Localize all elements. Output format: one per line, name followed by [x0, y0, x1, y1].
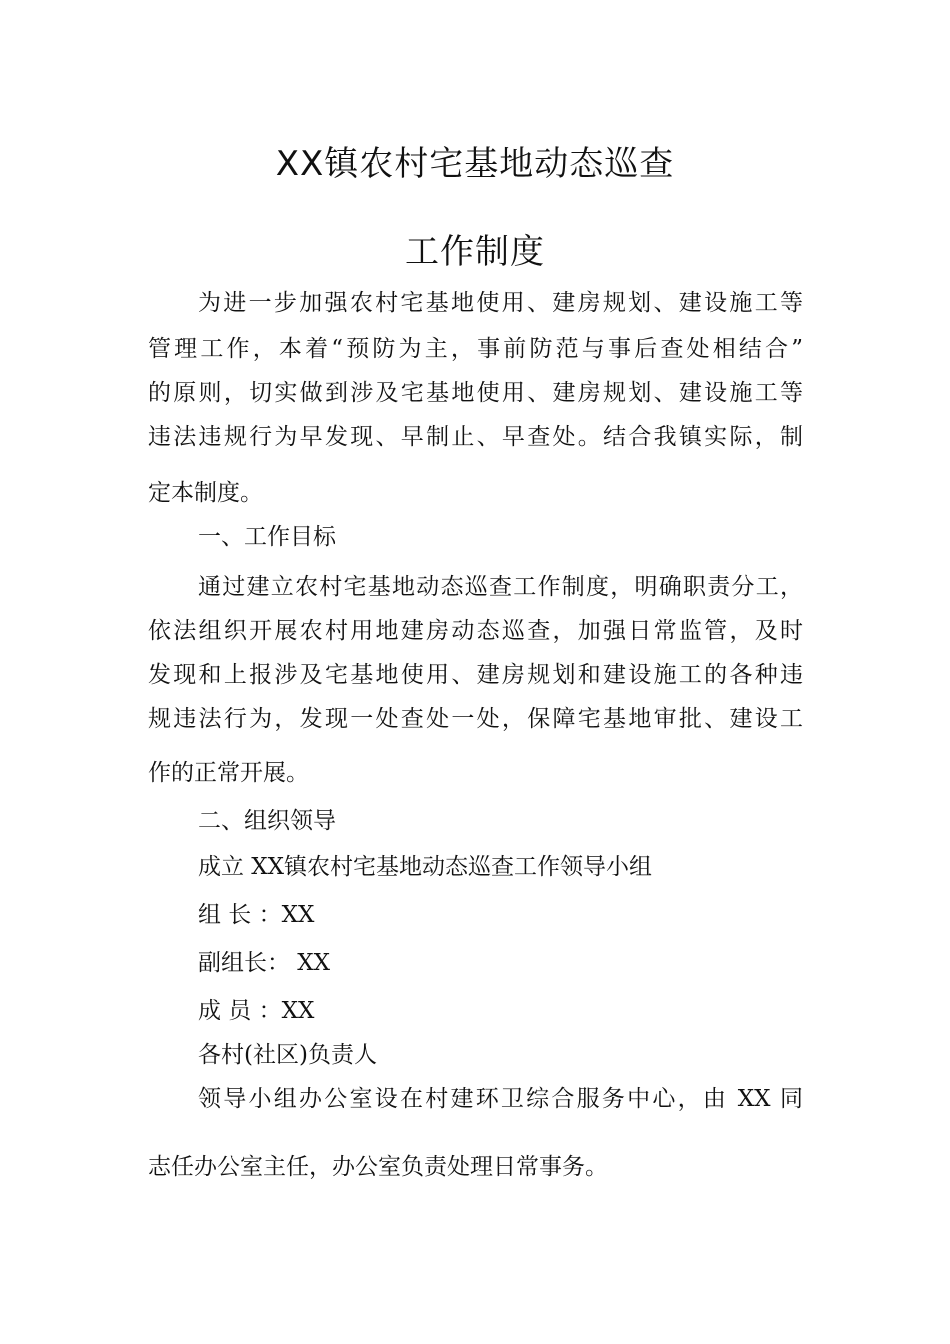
- village-heads-line: 各村(社区)负责人: [198, 1042, 377, 1068]
- members-line: 成 员 ：XX: [198, 998, 315, 1024]
- intro-line-1: 为进一步加强农村宅基地使用、建房规划、建设施工等: [198, 290, 803, 316]
- intro-line-5: 定本制度。: [148, 480, 263, 506]
- leading-group-line: 成立 XX镇农村宅基地动态巡查工作领导小组: [198, 854, 653, 880]
- group-leader-line: 组 长 ：XX: [198, 902, 315, 928]
- section-1-line-3: 发现和上报涉及宅基地使用、建房规划和建设施工的各种违: [148, 662, 803, 688]
- section-1-line-4: 规违法行为，发现一处查处一处，保障宅基地审批、建设工: [148, 706, 803, 732]
- intro-line-4: 违法违规行为早发现、早制止、早查处。结合我镇实际，制: [148, 424, 803, 450]
- document-title-line-1: XX镇农村宅基地动态巡查: [275, 144, 675, 184]
- office-line-2: 志任办公室主任，办公室负责处理日常事务。: [148, 1154, 608, 1180]
- office-line-1: 领导小组办公室设在村建环卫综合服务中心，由 XX 同: [198, 1086, 803, 1112]
- section-1-line-1: 通过建立农村宅基地动态巡查工作制度，明确职责分工，: [198, 574, 803, 600]
- section-1-heading: 一、工作目标: [198, 524, 336, 550]
- deputy-leader-line: 副组长： XX: [198, 950, 331, 976]
- intro-line-3: 的原则，切实做到涉及宅基地使用、建房规划、建设施工等: [148, 380, 803, 406]
- section-1-line-2: 依法组织开展农村用地建房动态巡查，加强日常监管，及时: [148, 618, 803, 644]
- document-title-line-2: 工作制度: [405, 232, 545, 272]
- section-1-line-5: 作的正常开展。: [148, 760, 309, 786]
- section-2-heading: 二、组织领导: [198, 808, 336, 834]
- intro-line-2: 管理工作，本着“预防为主，事前防范与事后查处相结合”: [148, 336, 803, 362]
